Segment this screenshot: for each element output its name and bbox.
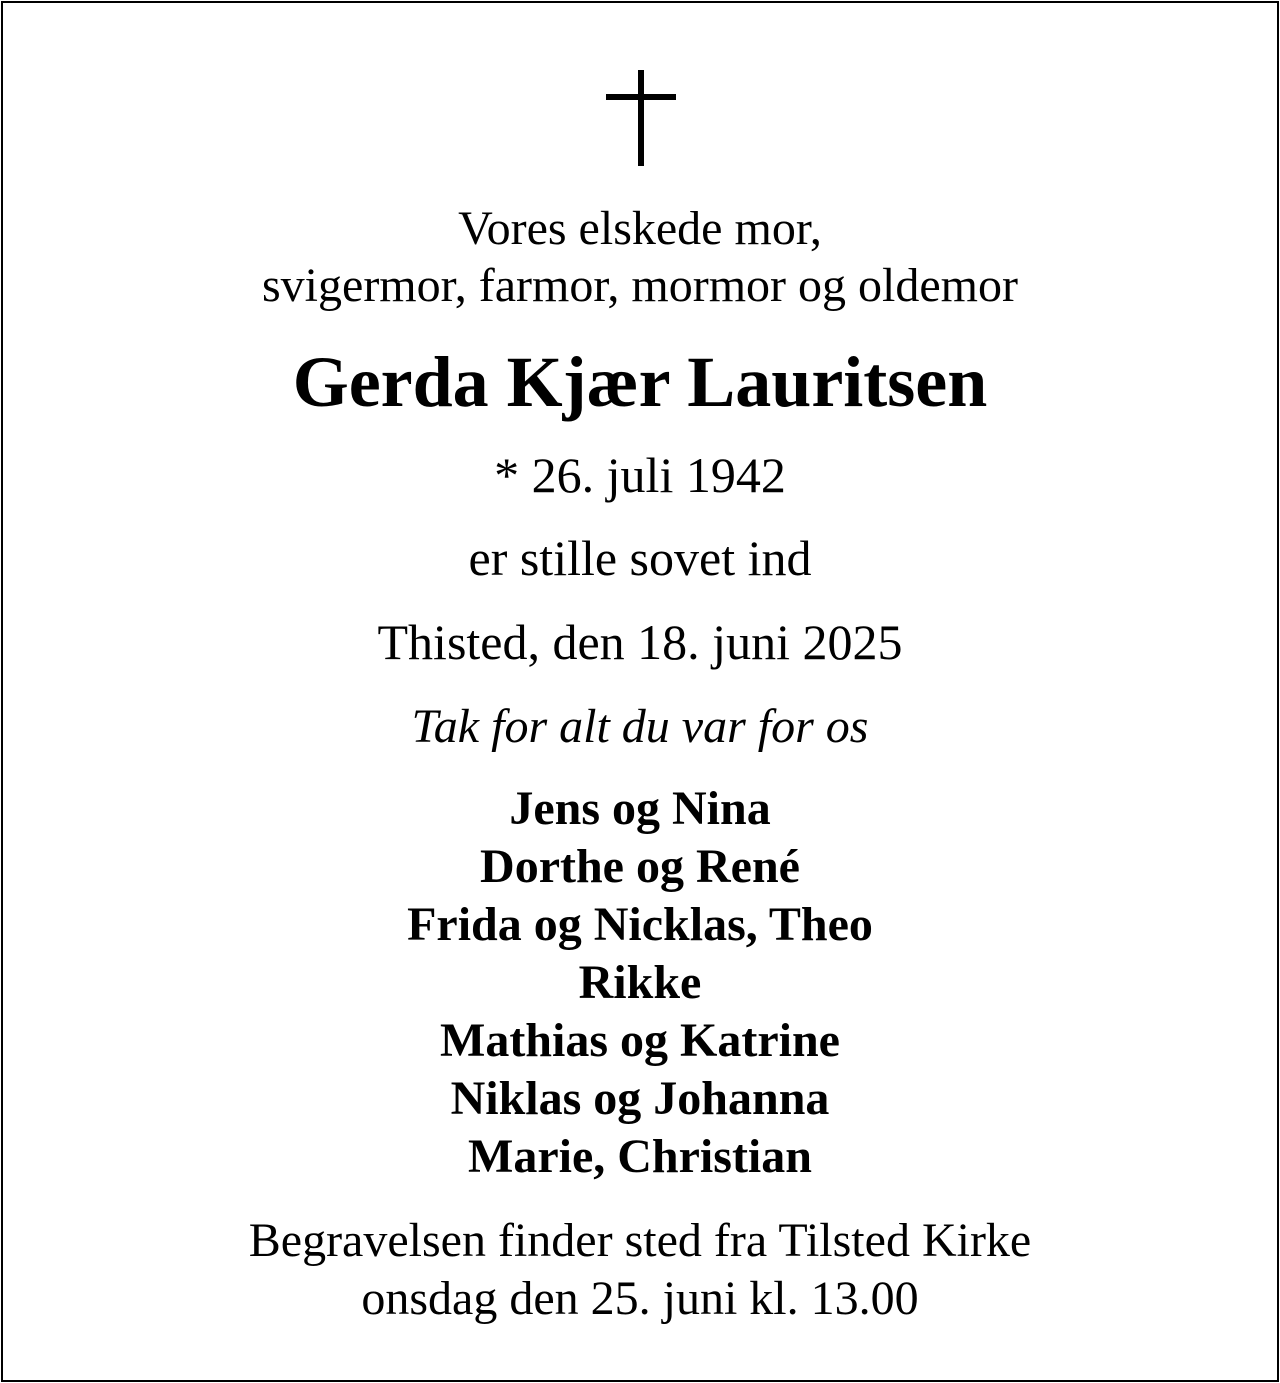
deceased-name: Gerda Kjær Lauritsen: [292, 342, 988, 422]
funeral-line-1: Begravelsen finder sted fra Tilsted Kirke: [248, 1214, 1032, 1267]
family-line: Niklas og Johanna: [450, 1072, 830, 1125]
place-date: Thisted, den 18. juni 2025: [377, 614, 903, 670]
funeral-line-2: onsdag den 25. juni kl. 13.00: [361, 1272, 919, 1325]
intro-line-1: Vores elskede mor,: [458, 202, 822, 255]
birth-date: * 26. juli 1942: [494, 447, 786, 503]
intro-line-2: svigermor, farmor, mormor og oldemor: [262, 259, 1018, 312]
family-line: Dorthe og René: [480, 840, 800, 893]
passed-text: er stille sovet ind: [468, 530, 812, 586]
family-line: Rikke: [578, 956, 702, 1009]
cross-icon: [606, 70, 676, 166]
family-line: Marie, Christian: [468, 1130, 812, 1183]
family-line: Frida og Nicklas, Theo: [407, 898, 873, 951]
family-line: Mathias og Katrine: [440, 1014, 840, 1067]
farewell-text: Tak for alt du var for os: [411, 700, 869, 753]
family-line: Jens og Nina: [509, 782, 771, 835]
